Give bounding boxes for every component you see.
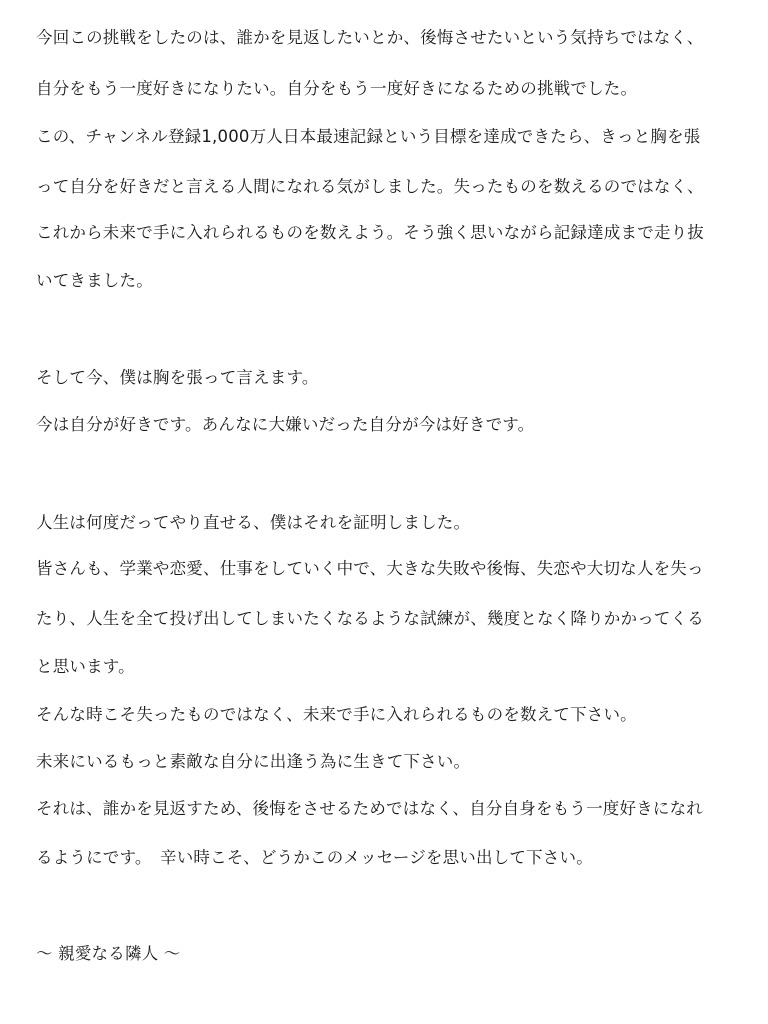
text-line: そんな時こそ失ったものではなく、未来で手に入れられるものを数えて下さい。	[36, 705, 637, 724]
text-line: 自分をもう一度好きになりたい。自分をもう一度好きになるための挑戦でした。	[36, 79, 638, 98]
text-line: 人生は何度だってやり直せる、僕はそれを証明しました。	[36, 513, 471, 532]
text-line: そして今、僕は胸を張って言えます。	[36, 368, 319, 387]
text-line: るようにです。 辛い時こそ、どうかこのメッセージを思い出して下さい。	[36, 848, 593, 867]
text-line: 今は自分が好きです。あんなに大嫌いだった自分が今は好きです。	[36, 415, 535, 434]
text-line: たり、人生を全て投げ出してしまいたくなるような試練が、幾度となく降りかかってくる	[36, 609, 704, 628]
signature: 〜 親愛なる隣人 〜	[36, 944, 181, 963]
text-line: この、チャンネル登録1,000万人日本最速記録という目標を達成できたら、きっと胸を張	[36, 127, 701, 146]
text-line: 皆さんも、学業や恋愛、仕事をしていく中で、大きな失敗や後悔、失恋や大切な人を失っ	[36, 559, 704, 578]
text-line: と思います。	[36, 657, 135, 676]
text-line: 今回この挑戦をしたのは、誰かを見返したいとか、後悔させたいという気持ちではなく、	[36, 28, 704, 47]
text-line: それは、誰かを見返すため、後悔をさせるためではなく、自分自身をもう一度好きになれ	[36, 799, 704, 818]
text-line: いてきました。	[36, 271, 153, 290]
text-line: これから未来で手に入れられるものを数えよう。そう強く思いながら記録達成まで走り抜	[36, 223, 704, 242]
text-line: って自分を好きだと言える人間になれる気がしました。失ったものを数えるのではなく、	[36, 177, 704, 196]
text-line: 未来にいるもっと素敵な自分に出逢う為に生きて下さい。	[36, 752, 471, 771]
